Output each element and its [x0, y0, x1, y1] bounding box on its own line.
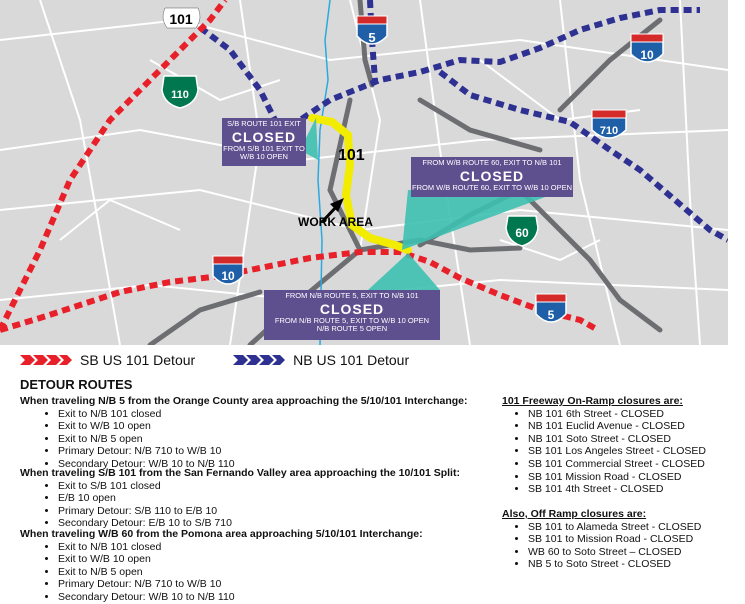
- route-101-label: 101: [338, 147, 365, 164]
- svg-text:5: 5: [368, 30, 376, 45]
- callout-wb60-exit: [411, 157, 573, 197]
- callout-closed: CLOSED: [319, 300, 385, 317]
- i5-shield-top: [357, 16, 387, 45]
- onramp-list: [502, 408, 742, 496]
- list-item: • Primary Detour: N/B 710 to W/B 10: [58, 445, 490, 458]
- callout-text: FROM N/B ROUTE 5, EXIT TO W/B 10 OPEN: [274, 315, 430, 325]
- detour-section-1: [20, 395, 490, 471]
- list-item: • SB 101 to Mission Road - CLOSED: [528, 533, 742, 546]
- list-item: • Exit to N/B 5 open: [58, 433, 490, 446]
- section-heading: When traveling N/B 5 from the Orange County area approaching the 5/10/101 Interchange:: [20, 395, 468, 407]
- callout-closed: CLOSED: [231, 128, 297, 145]
- list-item: • Secondary Detour: E/B 10 to S/B 710: [58, 517, 490, 530]
- callout-closed: CLOSED: [459, 167, 525, 184]
- list-item: • SB 101 Los Angeles Street - CLOSED: [528, 445, 742, 458]
- legend-item-nb: [233, 352, 409, 368]
- callout-text: FROM W/B ROUTE 60, EXIT TO N/B 101: [422, 158, 562, 167]
- callout-text: FROM W/B ROUTE 60, EXIT TO W/B 10 OPEN: [411, 182, 573, 192]
- onramp-closures: [502, 395, 742, 496]
- list-item: • SB 101 Mission Road - CLOSED: [528, 471, 742, 484]
- legend-nb-label: NB US 101 Detour: [293, 352, 410, 368]
- svg-text:110: 110: [171, 89, 189, 101]
- offramp-closures: [502, 508, 742, 571]
- svg-text:101: 101: [169, 11, 193, 27]
- list-item: • SB 101 Commercial Street - CLOSED: [528, 458, 742, 471]
- list-item: • NB 101 Soto Street - CLOSED: [528, 433, 742, 446]
- list-item: • SB 101 4th Street - CLOSED: [528, 483, 742, 496]
- callout-text: N/B ROUTE 5 OPEN: [316, 324, 388, 334]
- svg-text:5: 5: [547, 308, 555, 322]
- sb-detour-swatch: [20, 354, 72, 366]
- i710-shield: [592, 110, 626, 138]
- list-item: • WB 60 to Soto Street – CLOSED: [528, 546, 742, 559]
- list-item: • Primary Detour: N/B 710 to W/B 10: [58, 578, 490, 591]
- nb-detour-swatch: [233, 354, 285, 366]
- list-item: • E/B 10 open: [58, 492, 490, 505]
- onramp-heading: 101 Freeway On-Ramp closures are:: [502, 395, 683, 407]
- list-item: • Secondary Detour: W/B 10 to N/B 110: [58, 458, 490, 471]
- section-list: [20, 541, 490, 604]
- list-item: • Exit to S/B 101 closed: [58, 480, 490, 493]
- offramp-list: [502, 521, 742, 571]
- callout-sb101-exit: [222, 118, 306, 166]
- section-heading: When traveling W/B 60 from the Pomona area approaching 5/10/101 Interchange:: [20, 528, 423, 540]
- legend: [20, 352, 437, 368]
- offramp-heading: Also, Off Ramp closures are:: [502, 508, 647, 520]
- callout-nb5-exit: [264, 290, 440, 340]
- list-item: • Primary Detour: S/B 110 to E/B 10: [58, 505, 490, 518]
- detour-routes-title: DETOUR ROUTES: [20, 377, 133, 392]
- list-item: • Exit to N/B 101 closed: [58, 408, 490, 421]
- legend-sb-label: SB US 101 Detour: [80, 352, 196, 368]
- list-item: • NB 5 to Soto Street - CLOSED: [528, 558, 742, 571]
- i5-shield-bottom: [536, 294, 566, 322]
- section-list: [20, 480, 490, 530]
- callout-text: S/B ROUTE 101 EXIT: [227, 119, 301, 128]
- svg-text:10: 10: [221, 269, 235, 283]
- list-item: • SB 101 to Alameda Street - CLOSED: [528, 521, 742, 534]
- svg-text:10: 10: [640, 48, 654, 62]
- callout-text: FROM N/B ROUTE 5, EXIT TO N/B 101: [285, 291, 419, 300]
- us101-shield-top: [163, 8, 200, 28]
- list-item: • Exit to N/B 101 closed: [58, 541, 490, 554]
- list-item: • NB 101 Euclid Avenue - CLOSED: [528, 420, 742, 433]
- detour-section-3: [20, 528, 490, 604]
- svg-text:60: 60: [515, 226, 529, 240]
- work-area-label: WORK AREA: [298, 215, 373, 229]
- svg-text:710: 710: [599, 125, 619, 137]
- list-item: • Exit to W/B 10 open: [58, 420, 490, 433]
- list-item: • Secondary Detour: W/B 10 to N/B 110: [58, 591, 490, 604]
- section-list: [20, 408, 490, 471]
- callout-text: W/B 10 OPEN: [240, 152, 288, 162]
- i10-shield-right: [631, 34, 663, 62]
- detour-section-2: [20, 467, 490, 530]
- callout-text: FROM S/B 101 EXIT TO: [223, 143, 305, 153]
- legend-item-sb: [20, 352, 195, 368]
- list-item: • Exit to N/B 5 open: [58, 566, 490, 579]
- i10-shield-left: [213, 256, 243, 284]
- list-item: • NB 101 6th Street - CLOSED: [528, 408, 742, 421]
- section-heading: When traveling S/B 101 from the San Fernando Valley area approaching the 10/101 Split:: [20, 467, 460, 479]
- list-item: • Exit to W/B 10 open: [58, 553, 490, 566]
